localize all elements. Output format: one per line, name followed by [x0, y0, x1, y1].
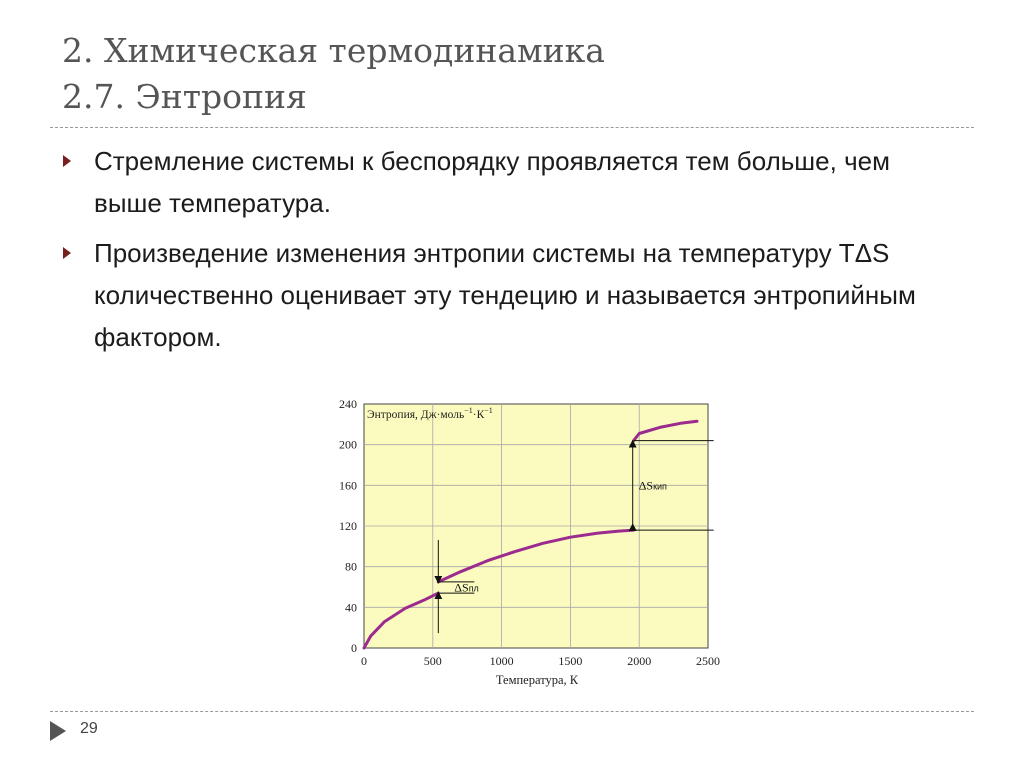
triangle-right-icon: [62, 247, 72, 259]
triangle-right-icon: [62, 155, 72, 167]
y-tick-label: 160: [339, 478, 357, 493]
bullet-text: Стремление системы к беспорядку проявляется тем больше, чем выше температура.: [94, 146, 890, 218]
x-tick-label: 0: [361, 654, 367, 668]
play-arrow-icon[interactable]: [49, 720, 67, 742]
y-tick-label: 40: [345, 600, 357, 615]
bullet-list: [60, 140, 960, 366]
y-tick-label: 120: [339, 519, 357, 533]
x-tick-label: 1000: [489, 654, 514, 668]
bullet-item: [60, 232, 960, 358]
y-tick-label: 240: [339, 397, 357, 411]
fusion-label: ΔSпл: [454, 580, 479, 595]
x-tick-label: 2500: [696, 654, 720, 668]
entropy-chart: [320, 392, 720, 692]
y-tick-label: 0: [351, 641, 357, 655]
x-tick-label: 1500: [558, 654, 583, 668]
title-line-2: 2.7. Энтропия: [62, 77, 307, 116]
slide-title: [62, 28, 605, 120]
x-tick-label: 500: [423, 654, 442, 668]
x-tick-label: 2000: [627, 654, 652, 668]
boiling-label: ΔSкип: [638, 478, 667, 493]
title-line-1: 2. Химическая термодинамика: [62, 31, 605, 70]
bullet-item: [60, 140, 960, 224]
y-axis-label: Энтропия, $Дж\cdot моль^{-1}\cdot К^{-1}$: [367, 406, 493, 421]
x-axis-label: Температура, К: [495, 673, 579, 687]
page-number: 29: [80, 720, 98, 737]
top-divider: [50, 127, 974, 128]
y-tick-label: 80: [345, 559, 357, 574]
bullet-text: Произведение изменения энтропии системы на температуру TΔS количественно оценивает эту тендецию и называется энтропийным фактором.: [94, 238, 916, 352]
y-tick-label: 200: [339, 437, 357, 452]
bottom-divider: [50, 711, 974, 712]
